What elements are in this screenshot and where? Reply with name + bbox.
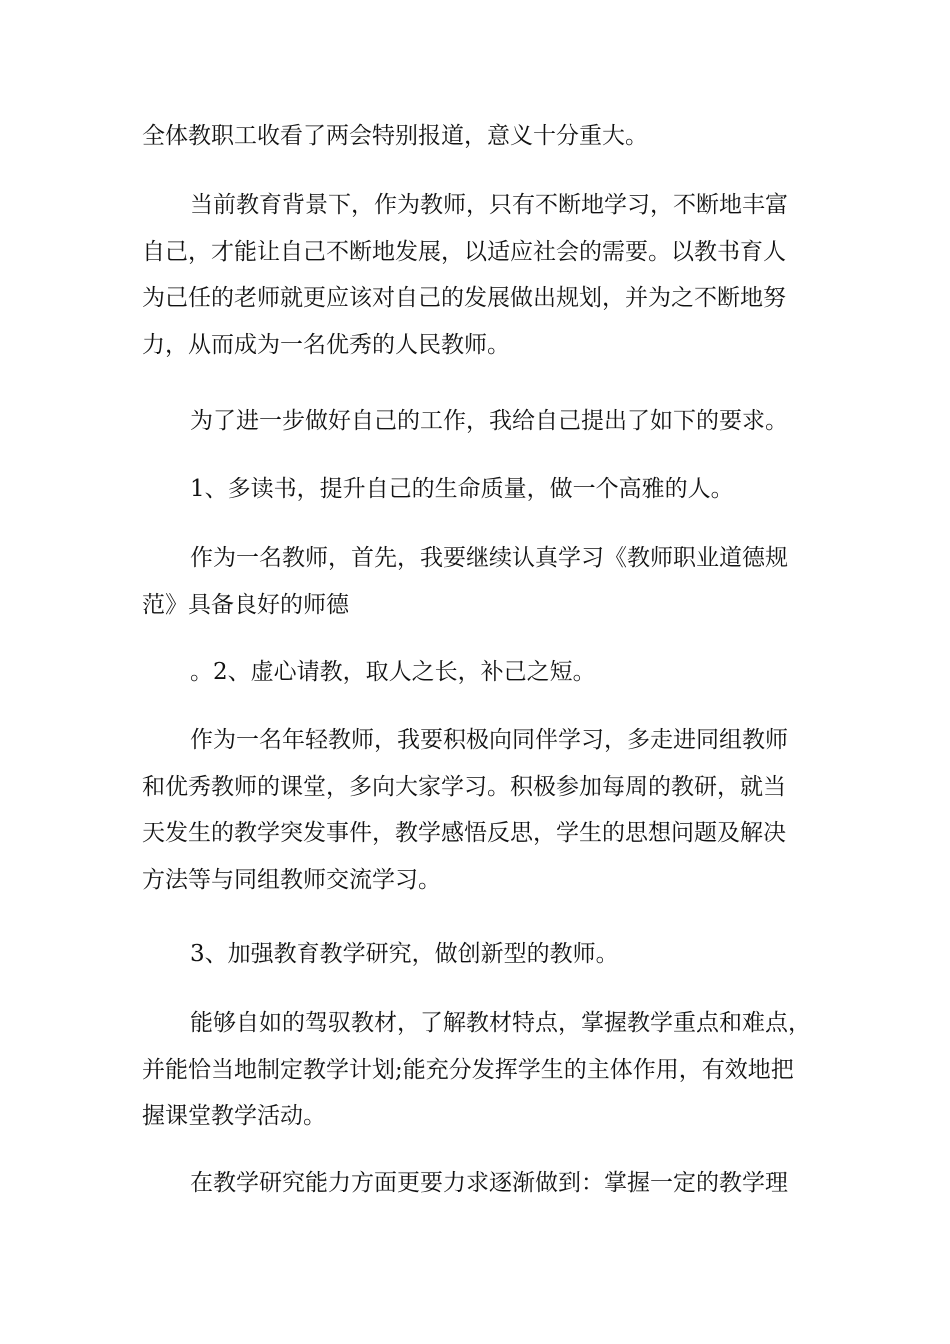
text-line: 力，从而成为一名优秀的人民教师。 — [142, 331, 510, 358]
text-line: 天发生的教学突发事件，教学感悟反思，学生的思想问题及解决 — [142, 820, 786, 846]
paragraph — [142, 1160, 822, 1207]
paragraph — [142, 931, 822, 978]
text-line: 1、多读书，提升自己的生命质量，做一个高雅的人。 — [190, 476, 734, 502]
text-line: 作为一名教师，首先，我要继续认真学习《教师职业道德规 — [190, 545, 788, 571]
text-line: 3、加强教育教学研究，做创新型的教师。 — [190, 941, 619, 967]
text-line: 并能恰当地制定教学计划;能充分发挥学生的主体作用，有效地把 — [142, 1056, 794, 1083]
text-line: 能够自如的驾驭教材，了解教材特点，掌握教学重点和难点， — [190, 1010, 811, 1036]
text-line: 作为一名年轻教师，我要积极向同伴学习，多走进同组教师 — [190, 727, 788, 753]
text-line: 为己任的老师就更应该对自己的发展做出规划，并为之不断地努 — [142, 285, 786, 311]
text-line: 。2、虚心请教，取人之长，补己之短。 — [190, 659, 596, 685]
text-line: 当前教育背景下，作为教师，只有不断地学习，不断地丰富 — [190, 192, 788, 218]
paragraph — [142, 398, 822, 445]
text-line: 范》具备良好的师德 — [142, 591, 349, 618]
paragraph — [142, 535, 822, 628]
paragraph — [142, 113, 822, 160]
text-line: 在教学研究能力方面更要力求逐渐做到：掌握一定的教学理 — [190, 1170, 788, 1196]
text-line: 和优秀教师的课堂，多向大家学习。积极参加每周的教研，就当 — [142, 773, 786, 800]
text-line: 自己，才能让自己不断地发展，以适应社会的需要。以教书育人 — [142, 238, 786, 265]
paragraph — [142, 466, 822, 513]
paragraph — [142, 182, 822, 368]
text-line: 为了进一步做好自己的工作，我给自己提出了如下的要求。 — [190, 408, 788, 434]
paragraph — [142, 1000, 822, 1140]
paragraph — [142, 649, 822, 696]
text-line: 握课堂教学活动。 — [142, 1103, 326, 1129]
paragraph — [142, 717, 822, 903]
text-line: 全体教职工收看了两会特别报道，意义十分重大。 — [142, 123, 648, 149]
text-line: 方法等与同组教师交流学习。 — [142, 866, 441, 893]
